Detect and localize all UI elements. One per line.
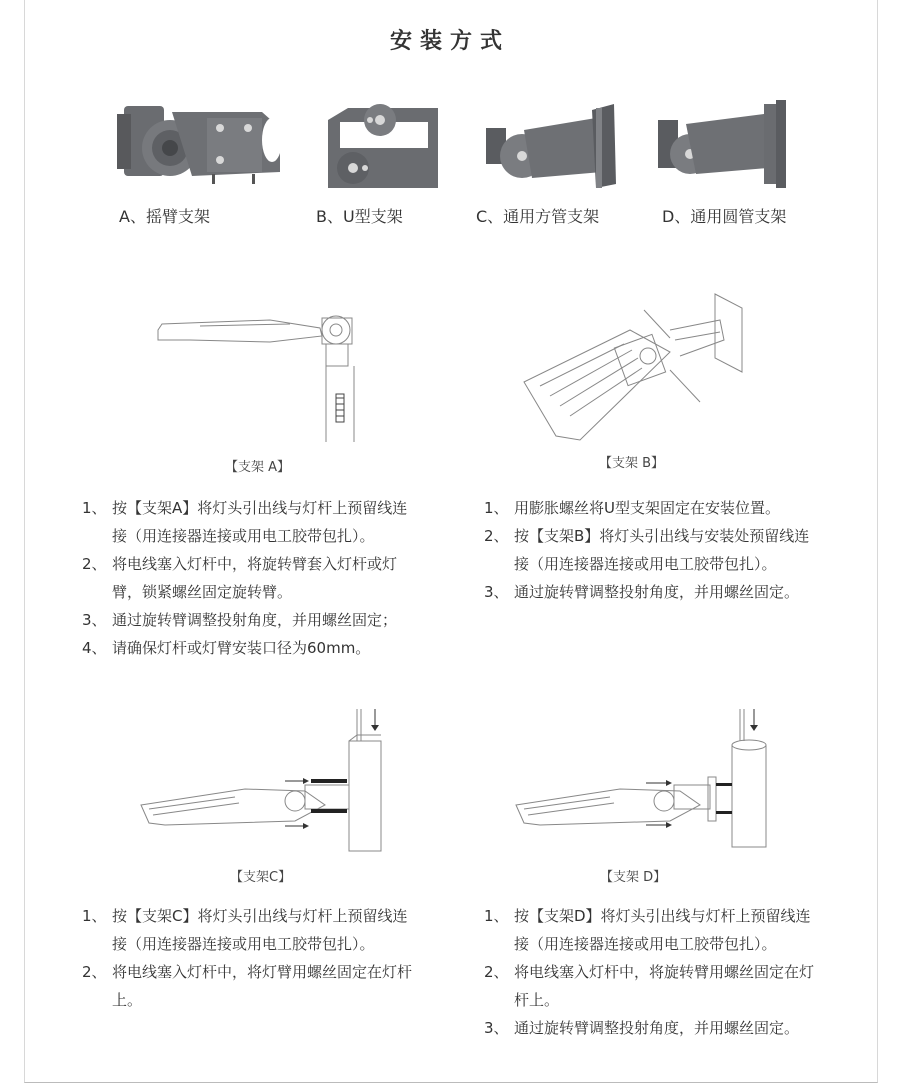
- bracket-b-label: B、U型支架: [316, 207, 403, 226]
- step-a-3: 3、 通过旋转臂调整投射角度，并用螺丝固定；: [82, 611, 398, 629]
- diagram-c-caption: 【支架C】: [230, 870, 292, 885]
- bracket-c-label: C、通用方管支架: [476, 207, 600, 226]
- step-c-1: 1、 按【支架C】将灯头引出线与灯杆上预留线连接（用连接器连接或用电工胶带包扎）。: [82, 907, 408, 953]
- step-c-2: 2、 将电线塞入灯杆中，将灯臂用螺丝固定在灯杆上。: [82, 963, 413, 1009]
- step-b-3: 3、 通过旋转臂调整投射角度，并用螺丝固定。: [484, 583, 800, 601]
- square-pole-bracket-image: [484, 100, 619, 190]
- step-d-2: 2、 将电线塞入灯杆中，将旋转臂用螺丝固定在灯杆上。: [484, 963, 815, 1009]
- diagram-a-caption: 【支架 A】: [225, 460, 291, 475]
- installation-diagram-a: [150, 300, 370, 445]
- steps-a: [82, 494, 420, 662]
- step-b-1: 1、 用膨胀螺丝将U型支架固定在安装位置。: [484, 499, 780, 517]
- diagram-d-caption: 【支架 D】: [600, 870, 667, 885]
- steps-d: [484, 902, 824, 1042]
- step-d-1: 1、 按【支架D】将灯头引出线与灯杆上预留线连接（用连接器连接或用电工胶带包扎）。: [484, 907, 811, 953]
- u-bracket-image: [318, 100, 448, 195]
- steps-c: [82, 902, 420, 1014]
- installation-diagram-c: [135, 705, 385, 855]
- step-a-2: 2、 将电线塞入灯杆中，将旋转臂套入灯杆或灯臂，锁紧螺丝固定旋转臂。: [82, 555, 398, 601]
- swing-arm-bracket-image: [112, 100, 287, 190]
- bracket-a-label: A、摇臂支架: [119, 207, 210, 226]
- round-pole-bracket-image: [656, 96, 791, 191]
- step-a-4: 4、 请确保灯杆或灯臂安装口径为60mm。: [82, 639, 371, 657]
- installation-diagram-b: [520, 290, 750, 450]
- page-title: 安装方式: [389, 29, 510, 54]
- step-d-3: 3、 通过旋转臂调整投射角度，并用螺丝固定。: [484, 1019, 800, 1037]
- step-b-2: 2、 按【支架B】将灯头引出线与安装处预留线连接（用连接器连接或用电工胶带包扎）。: [484, 527, 810, 573]
- step-a-1: 1、 按【支架A】将灯头引出线与灯杆上预留线连接（用连接器连接或用电工胶带包扎）。: [82, 499, 408, 545]
- installation-diagram-d: [510, 705, 770, 855]
- bracket-d-label: D、通用圆管支架: [662, 207, 787, 226]
- diagram-b-caption: 【支架 B】: [599, 456, 665, 471]
- steps-b: [484, 494, 824, 606]
